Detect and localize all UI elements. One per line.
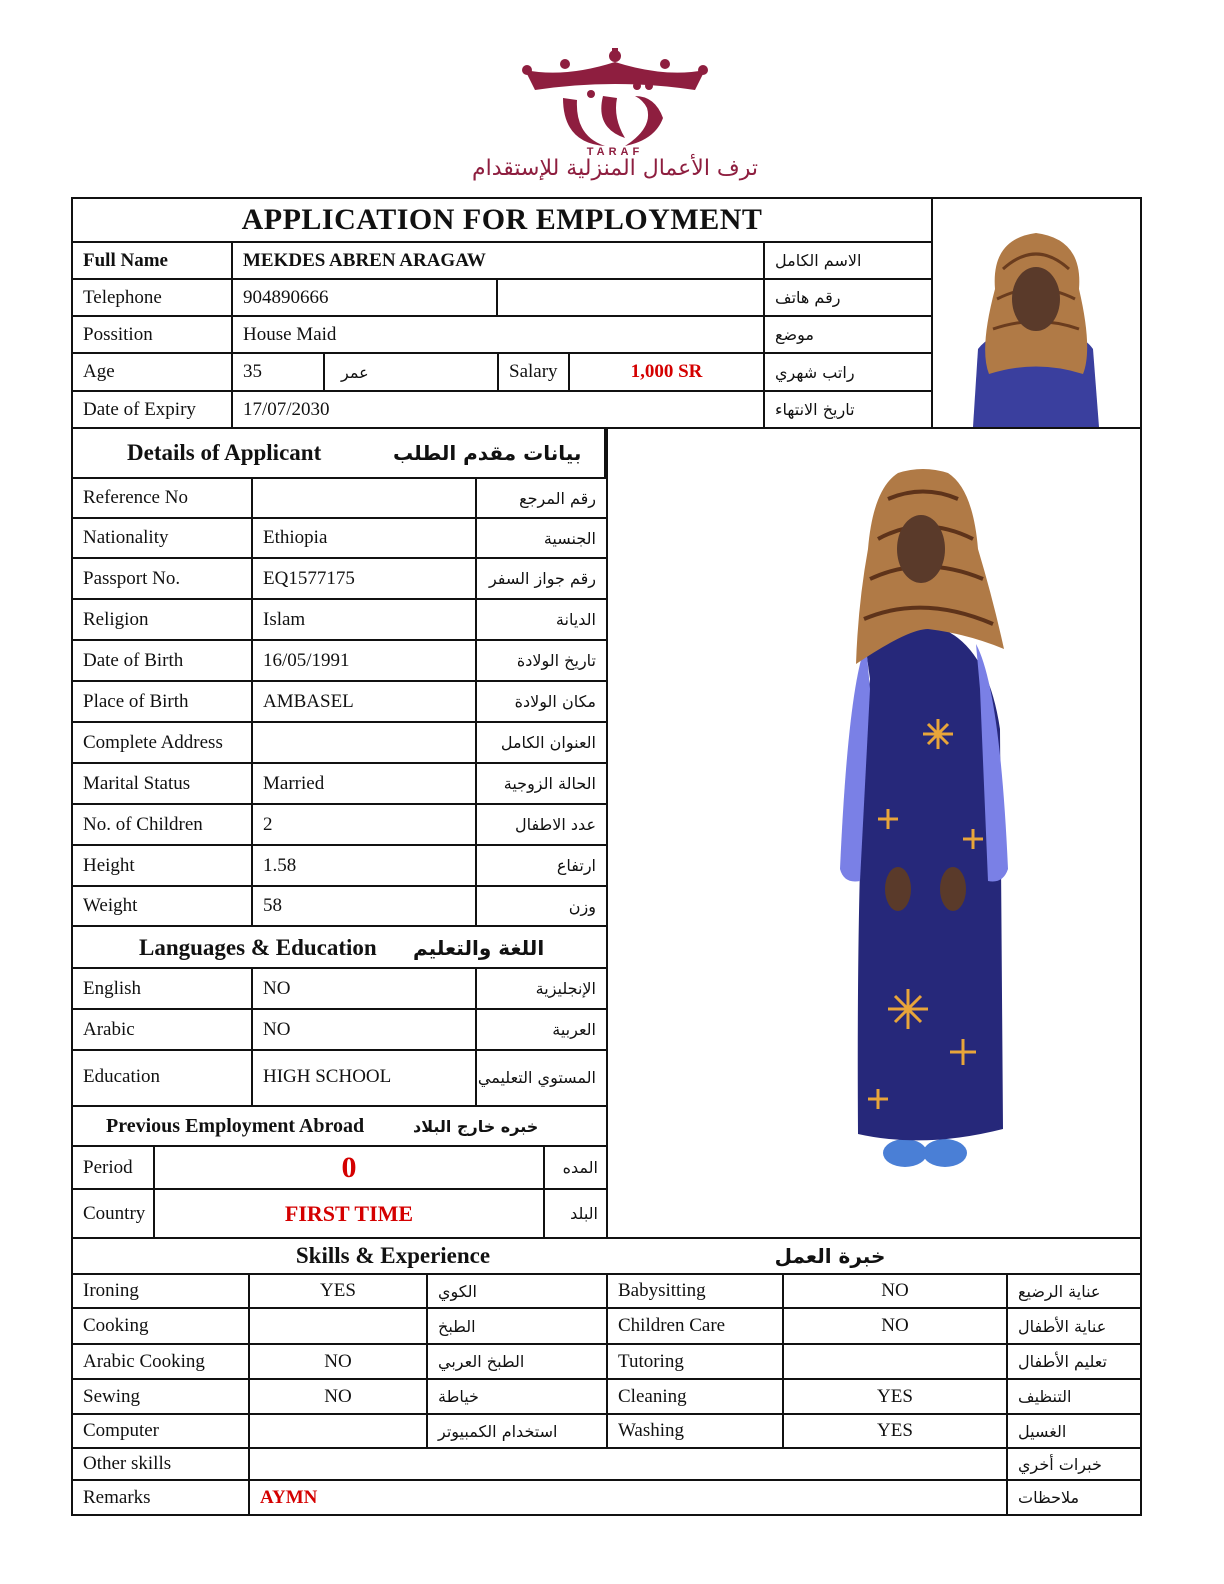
language-label-ar: المستوي التعليمي	[477, 1067, 596, 1087]
other-skills-value	[250, 1449, 1006, 1479]
detail-label-ar: رقم جواز السفر	[488, 569, 596, 588]
remarks-value: AYMN	[260, 1486, 318, 1508]
position-label: Possition	[83, 323, 153, 345]
skill-label: Tutoring	[618, 1350, 684, 1372]
skill-label: Computer	[83, 1420, 159, 1441]
detail-label-ar: وزن	[568, 896, 596, 916]
skills-heading-ar: خبرة العمل	[774, 1244, 886, 1268]
detail-value: EQ1577175	[263, 567, 355, 589]
country-value: FIRST TIME	[284, 1200, 414, 1226]
period-value: 0	[341, 1150, 357, 1184]
skill-value	[784, 1345, 1006, 1378]
language-value: NO	[263, 977, 291, 999]
previous-heading-ar: خبره خارج البلاد	[413, 1116, 539, 1136]
skill-label: Babysitting	[618, 1280, 706, 1301]
other-skills-label-ar: خبرات أخري	[1018, 1454, 1102, 1474]
languages-heading: Languages & Education	[139, 935, 377, 960]
position-value: House Maid	[243, 323, 337, 345]
company-logo	[505, 48, 725, 163]
skill-label: Children Care	[618, 1315, 726, 1336]
detail-label: Reference No	[83, 487, 188, 508]
detail-value: 16/05/1991	[263, 649, 350, 671]
skill-label-ar: الطبخ	[438, 1316, 476, 1336]
previous-heading: Previous Employment Abroad	[106, 1114, 365, 1137]
full-name-label: Full Name	[83, 249, 168, 271]
expiry-value: 17/07/2030	[243, 398, 330, 420]
remarks-label: Remarks	[83, 1486, 151, 1508]
skill-label-ar: التنظيف	[1018, 1387, 1072, 1406]
full-name-value: MEKDES ABREN ARAGAW	[243, 249, 486, 271]
applicant-fullbody-photo	[608, 429, 1139, 1236]
detail-value: Ethiopia	[263, 527, 328, 548]
details-heading-ar: بيانات مقدم الطلب	[393, 441, 582, 465]
skill-value: YES	[877, 1420, 913, 1441]
detail-label-ar: عدد الاطفال	[514, 815, 596, 834]
detail-value: 2	[263, 813, 273, 835]
detail-label-ar: ارتفاع	[556, 856, 596, 875]
detail-label: Place of Birth	[83, 690, 189, 712]
skill-label: Sewing	[83, 1385, 140, 1407]
detail-label-ar: العنوان الكامل	[500, 733, 596, 752]
remarks-label-ar: ملاحظات	[1018, 1488, 1080, 1507]
telephone-value: 904890666	[243, 286, 329, 308]
applicant-headshot-photo	[933, 199, 1140, 427]
detail-label: Height	[83, 854, 135, 876]
detail-label-ar: رقم المرجع	[519, 488, 596, 508]
detail-label: No. of Children	[83, 813, 203, 835]
detail-value: 1.58	[263, 854, 297, 876]
language-label: English	[83, 977, 142, 999]
skill-label-ar: الطبخ العربي	[438, 1352, 525, 1371]
detail-value	[253, 723, 475, 762]
skill-label: Ironing	[83, 1280, 139, 1301]
salary-label: Salary	[509, 361, 558, 382]
period-label: Period	[83, 1156, 133, 1178]
expiry-label-ar: تاريخ الانتهاء	[775, 400, 855, 419]
language-value: HIGH SCHOOL	[263, 1066, 392, 1087]
skills-heading: Skills & Experience	[295, 1243, 491, 1268]
skill-label: Washing	[618, 1420, 685, 1441]
age-label-ar: عمر	[341, 362, 369, 382]
language-label-ar: العربية	[552, 1020, 596, 1039]
skill-label-ar: عناية الرضيع	[1018, 1281, 1101, 1301]
form-title: APPLICATION FOR EMPLOYMENT	[241, 203, 763, 236]
detail-value: Married	[263, 772, 325, 794]
detail-label-ar: الحالة الزوجية	[503, 774, 596, 793]
skill-value: NO	[881, 1280, 909, 1301]
detail-value: AMBASEL	[263, 690, 354, 712]
brand-latin-text: TARAF	[586, 146, 644, 158]
age-label: Age	[83, 361, 115, 382]
details-heading: Details of Applicant	[127, 440, 322, 465]
period-label-ar: المده	[562, 1158, 598, 1177]
country-label-ar: البلد	[570, 1204, 598, 1223]
detail-label: Complete Address	[83, 731, 223, 753]
skill-value	[250, 1415, 426, 1447]
expiry-label: Date of Expiry	[83, 398, 196, 420]
salary-label-ar: راتب شهري	[775, 362, 855, 382]
language-value: NO	[263, 1018, 291, 1040]
full-name-label-ar: الاسم الكامل	[775, 251, 862, 270]
detail-value: 58	[263, 895, 282, 916]
country-label: Country	[83, 1202, 146, 1224]
detail-label-ar: تاريخ الولادة	[516, 651, 596, 670]
salary-value: 1,000 SR	[630, 361, 703, 382]
skill-label-ar: خياطة	[438, 1387, 479, 1406]
skill-label-ar: تعليم الأطفال	[1018, 1352, 1107, 1371]
language-label-ar: الإنجليزية	[535, 979, 596, 998]
age-value: 35	[243, 361, 262, 382]
detail-label-ar: الجنسية	[543, 528, 596, 548]
detail-value: Islam	[263, 608, 306, 630]
detail-label-ar: مكان الولادة	[514, 692, 596, 711]
skill-label-ar: الكوي	[438, 1281, 477, 1301]
detail-label-ar: الديانة	[555, 610, 596, 629]
skill-value: NO	[881, 1315, 909, 1336]
language-label: Arabic	[83, 1018, 135, 1040]
other-skills-label: Other skills	[83, 1453, 172, 1474]
skill-value	[250, 1309, 426, 1343]
detail-label: Date of Birth	[83, 649, 184, 671]
detail-label: Passport No.	[83, 567, 181, 589]
telephone-label-ar: رقم هاتف	[775, 288, 841, 307]
skill-value: NO	[324, 1385, 352, 1407]
skill-label: Cleaning	[618, 1385, 687, 1407]
languages-heading-ar: اللغة والتعليم	[413, 936, 545, 960]
telephone-label: Telephone	[83, 286, 162, 308]
company-arabic-name: ترف الأعمال المنزلية للإستقدام	[472, 156, 758, 181]
detail-label: Religion	[83, 608, 149, 630]
position-label-ar: موضع	[775, 325, 814, 344]
skill-value: YES	[877, 1385, 913, 1407]
skill-label-ar: استخدام الكمبيوتر	[438, 1421, 558, 1441]
detail-label: Weight	[83, 895, 138, 916]
language-label: Education	[83, 1066, 161, 1087]
skill-label: Arabic Cooking	[83, 1350, 205, 1372]
skill-value: YES	[320, 1280, 356, 1301]
skill-label-ar: الغسيل	[1018, 1421, 1067, 1441]
skill-label: Cooking	[83, 1315, 149, 1336]
skill-label-ar: عناية الأطفال	[1018, 1316, 1107, 1336]
detail-label: Nationality	[83, 527, 169, 548]
detail-value	[253, 479, 475, 517]
detail-label: Marital Status	[83, 772, 191, 794]
skill-value: NO	[324, 1350, 352, 1372]
